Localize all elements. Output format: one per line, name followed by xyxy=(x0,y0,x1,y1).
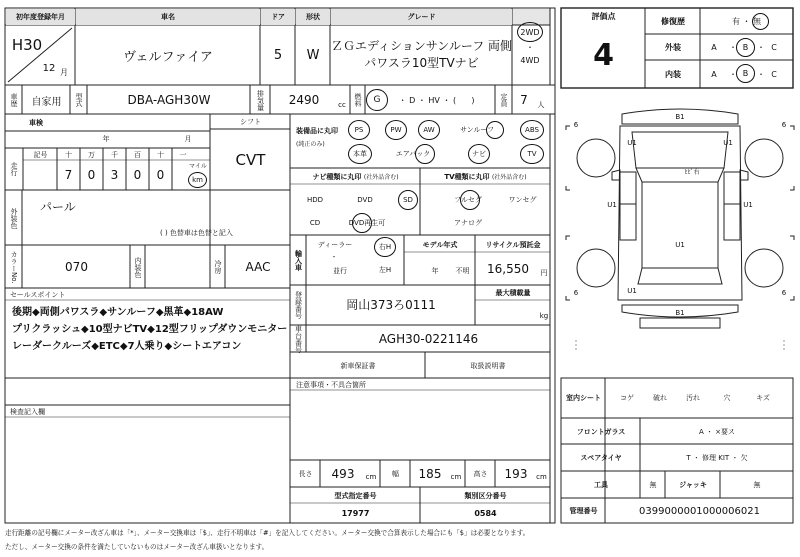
seat-opt-hole: 穴 xyxy=(723,394,731,402)
scale-mark-4: 6 xyxy=(781,289,787,297)
drive-dot: ・ xyxy=(526,42,534,52)
drive-4wd: 4WD xyxy=(520,55,540,65)
exterior-a: A xyxy=(711,43,717,52)
spare-options: T ・ 修理 KIT ・ 欠 xyxy=(686,454,748,462)
first-reg-label: 初年度登録年月 xyxy=(6,9,75,25)
fuel-label: 燃料 xyxy=(354,93,362,107)
model-value: DBA-AGH30W xyxy=(127,93,211,107)
exterior-dot-2: ・ xyxy=(757,43,765,52)
interior-label: 内装 xyxy=(665,69,681,79)
length-label: 長さ xyxy=(298,470,313,478)
body-shape: W xyxy=(306,47,320,63)
width-unit: cm xyxy=(450,473,462,481)
color-no-label: カラーNo. xyxy=(10,250,18,284)
ac-value: AAC xyxy=(245,260,271,274)
seat-opt-scratch: キズ xyxy=(756,394,770,402)
height-value: 193 xyxy=(504,467,528,481)
digit-label-sign: 記号 xyxy=(33,150,48,159)
kg-unit: kg xyxy=(539,312,549,320)
diagram-label-rear: U1 xyxy=(627,287,637,295)
inspection-year: 年 xyxy=(102,135,110,143)
model-year-unit: 年 xyxy=(431,267,439,275)
chassis-label: 車台番号 xyxy=(294,325,303,353)
digit-ten-man: 7 xyxy=(64,168,73,182)
model-year-unknown: 不明 xyxy=(455,267,470,275)
navi-sd-circled: SD xyxy=(398,190,418,210)
tools-value: 無 xyxy=(649,481,657,489)
displacement-value: 2490 xyxy=(288,93,320,107)
jack-label: ジャッキ xyxy=(679,481,707,489)
length-unit: cm xyxy=(365,473,377,481)
seat-opt-burn: コゲ xyxy=(620,394,634,402)
mgmt-number: 0399000001000006021 xyxy=(639,505,760,517)
grade-line1: ＺＧエディションサンルーフ 両側 xyxy=(330,38,513,53)
model-label: 型式 xyxy=(75,93,83,107)
length-value: 493 xyxy=(331,467,355,481)
yen-unit: 円 xyxy=(540,269,548,277)
equip-airbag: エアバック xyxy=(395,150,431,158)
sales-point-line-3: レーダークルーズ◆ETC◆7人乗り◆シートエアコン xyxy=(12,340,242,352)
scale-mark-1: 6 xyxy=(573,121,579,129)
first-reg-year: H30 xyxy=(11,36,43,54)
seat-opt-stain: 汚れ xyxy=(686,394,700,402)
color-no-value: 070 xyxy=(65,260,88,274)
notes-label: 注意事項・不具合箇所 xyxy=(296,380,366,389)
import-label: 輸入車 xyxy=(294,249,303,271)
mgmt-label: 管理番号 xyxy=(569,507,598,515)
equipment-label: 装備品に丸印 xyxy=(296,127,338,135)
capacity-value: 7 xyxy=(520,93,528,107)
recycle-label: リサイクル預託金 xyxy=(485,240,541,249)
type-spec-label: 型式指定番号 xyxy=(334,491,377,500)
type-spec-value: 17977 xyxy=(341,508,370,518)
tv-oneseg: ワンセグ xyxy=(508,196,537,204)
tv-header: TV種類に丸印 (社外品含む) xyxy=(444,172,527,181)
equip-pw: PW xyxy=(385,120,407,140)
right-hand-circled: 右H xyxy=(374,237,396,257)
repair-options: 有 ・ 無 xyxy=(731,17,762,26)
exterior-dot-1: ・ xyxy=(729,43,737,52)
shift-label: シフト xyxy=(240,118,261,126)
seat-opt-tear: 破れ xyxy=(653,394,667,402)
sales-point-line-2: プリクラッシュ◆10型ナビTV◆12型フリップダウンモニター xyxy=(12,323,288,335)
spare-label: スペアタイヤ xyxy=(580,454,622,462)
cc-unit: cc xyxy=(338,101,346,109)
import-dot: ・ xyxy=(330,253,338,261)
first-reg-month: 12 xyxy=(42,62,56,74)
footer-line-2: ただし、メーター交換の条件を満たしていないものはメーター改ざん車扱いとなります。 xyxy=(5,543,269,551)
chassis-number: AGH30-0221146 xyxy=(378,332,479,346)
digit-hyaku: 0 xyxy=(133,168,142,182)
exterior-label: 外装 xyxy=(665,43,681,52)
diagram-label-rear-bumper: B1 xyxy=(675,309,685,317)
color-value: パール xyxy=(40,199,76,214)
digit-label-sen: 千 xyxy=(111,150,118,159)
exterior-c: C xyxy=(771,43,777,52)
equip-tv: TV xyxy=(520,144,544,164)
exterior-b-circled: B xyxy=(736,38,755,57)
shift-value: CVT xyxy=(235,151,266,169)
inspector-label: 検査記入欄 xyxy=(10,407,45,416)
equip-aw: AW xyxy=(418,120,440,140)
jack-value: 無 xyxy=(753,481,761,489)
navi-cd: CD xyxy=(309,219,321,227)
score-value: 4 xyxy=(593,37,614,73)
interior-dot-1: ・ xyxy=(729,69,737,79)
color-label: 外装色 xyxy=(10,207,18,229)
score-label: 評価点 xyxy=(591,11,616,21)
digit-label-ichi: 一 xyxy=(179,150,187,159)
use-value: 自家用 xyxy=(31,96,62,108)
tv-analog: アナログ xyxy=(454,219,482,227)
diagram-label-right-side: U1 xyxy=(743,201,753,209)
model-year-label: モデル年式 xyxy=(422,240,458,249)
ac-label: 冷房 xyxy=(214,260,222,274)
km-circled: km xyxy=(188,172,207,188)
displacement-label: 排気量 xyxy=(256,89,265,111)
equipment-sub: (純正のみ) xyxy=(296,140,325,148)
grade-line2: パワスラ10型TVナビ xyxy=(364,55,479,70)
diagram-label-left-front: U1 xyxy=(627,139,637,147)
grade-label: グレード xyxy=(331,9,512,25)
diagram-label-front-bumper: B1 xyxy=(675,113,685,121)
interior-c: C xyxy=(771,69,777,79)
interior-color-label: 内装色 xyxy=(134,256,142,278)
digit-label-ju: 十 xyxy=(157,150,164,159)
inspection-month: 月 xyxy=(184,135,192,143)
tools-label: 工具 xyxy=(594,481,608,489)
interior-dot-2: ・ xyxy=(757,69,765,79)
sales-point-line-1: 後期◆両側パワスラ◆サンルーフ◆黒革◆18AW xyxy=(12,306,224,318)
digit-sen: 3 xyxy=(110,168,119,182)
navi-dvd: DVD xyxy=(357,196,373,204)
capacity-label: 定員 xyxy=(500,93,508,107)
sales-point-label: セールスポイント xyxy=(10,290,66,299)
use-label: 車歴 xyxy=(10,93,18,107)
inspection-label: 車検 xyxy=(29,119,43,127)
digit-label-man: 万 xyxy=(88,150,95,159)
person-unit: 人 xyxy=(537,101,545,109)
left-hand: 左H xyxy=(378,266,392,274)
month-unit: 月 xyxy=(60,67,68,77)
doors: 5 xyxy=(273,47,283,63)
recycle-value: 16,550 xyxy=(487,262,529,276)
car-name: ヴェルファイア xyxy=(123,49,213,65)
diagram-label-right-front: U1 xyxy=(723,139,733,147)
class-value: 0584 xyxy=(474,508,497,518)
reg-number: 岡山373ろ0111 xyxy=(346,297,436,312)
digit-label-hyaku: 百 xyxy=(134,150,141,159)
fuel-g-circled: G xyxy=(366,89,388,111)
manual-label: 取扱説明書 xyxy=(470,361,506,370)
navi-header: ナビ種類に丸印 (社外品含む) xyxy=(312,172,399,181)
equip-abs: ABS xyxy=(520,120,544,140)
equip-navi: ナビ xyxy=(468,144,490,164)
reg-label: 登録番号 xyxy=(294,291,303,319)
equip-sunroof: サンルーフ xyxy=(459,126,495,134)
navi-hdd: HDD xyxy=(306,196,324,204)
seat-label: 室内シート xyxy=(566,394,601,402)
digit-ju: 0 xyxy=(156,168,165,182)
glass-label: フロントガラス xyxy=(576,427,626,436)
footer-line-1: 走行距離の記号欄にメーター改ざん車は「*」、メーター交換車は「$」、走行不明車は「#」を記入してください。メーター交換で合算表示した場合にも「$」は必要となります。 xyxy=(5,529,530,537)
color-note: ( ) 色替車は色替と記入 xyxy=(160,229,233,237)
fuel-options: ・ D ・ HV ・ ( ) xyxy=(391,95,475,105)
width-label: 幅 xyxy=(392,470,399,478)
equip-leather: 本革 xyxy=(348,144,372,164)
drive-2wd-circled: 2WD xyxy=(517,22,543,42)
import-parallel: 並行 xyxy=(333,267,347,275)
warranty-label: 新車保証書 xyxy=(340,361,376,370)
diagram-label-windshield: ﾋﾋﾞ右 xyxy=(684,168,700,176)
import-dealer: ディーラー xyxy=(317,241,353,249)
max-load-label: 最大積載量 xyxy=(495,289,531,297)
mileage-label: 走行 xyxy=(10,162,18,176)
scale-mark-2: 6 xyxy=(781,121,787,129)
car-name-label: 車名 xyxy=(76,9,260,25)
diagram-label-roof: U1 xyxy=(675,241,685,249)
repair-label: 修復歴 xyxy=(661,17,685,26)
digit-man: 0 xyxy=(87,168,96,182)
class-label: 類別区分番号 xyxy=(464,491,507,500)
height-unit: cm xyxy=(536,473,547,481)
navi-dvd-playback: DVD再生可 xyxy=(348,219,386,227)
door-label: ドア xyxy=(261,9,295,25)
scale-mark-3: 6 xyxy=(573,289,579,297)
mile-unit: マイル xyxy=(189,162,207,170)
glass-options: A ・ ×要ス xyxy=(698,427,736,436)
digit-label-ten-man: 十 xyxy=(65,150,72,159)
shape-label: 形状 xyxy=(296,9,330,25)
diagram-label-left-side: U1 xyxy=(607,201,617,209)
height-label: 高さ xyxy=(473,470,488,478)
interior-a: A xyxy=(711,69,717,79)
interior-b-circled: B xyxy=(736,64,755,83)
tv-fullseg: フルセグ xyxy=(454,196,482,204)
equip-ps: PS xyxy=(348,120,370,140)
width-value: 185 xyxy=(418,467,442,481)
